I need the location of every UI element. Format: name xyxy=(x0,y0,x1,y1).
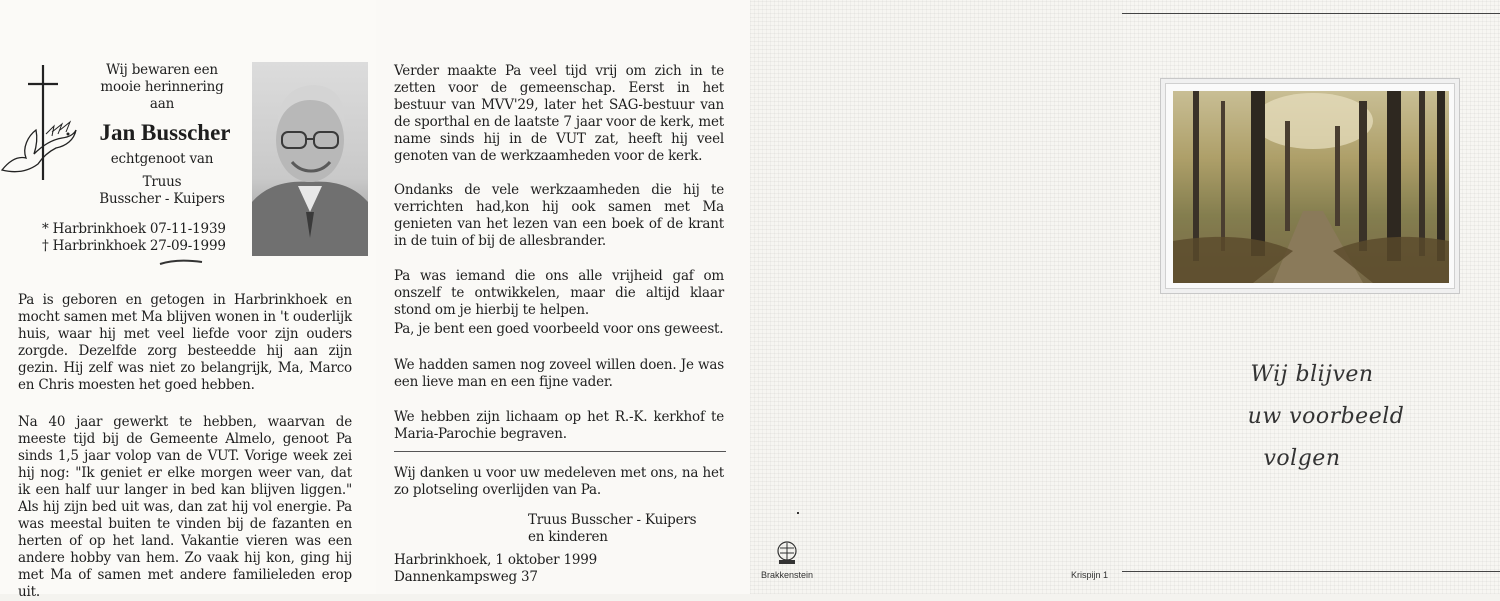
biography-paragraph-6: Pa, je bent een goed voorbeeld voor ons geweest. xyxy=(394,321,724,337)
biography-paragraph-5: Pa was iemand die ons alle vrijheid gaf om onszelf te ontwikkelen, maar die altijd klaar stond om je hierbij te helpen. xyxy=(394,268,724,318)
top-rule xyxy=(1122,13,1500,14)
intro-line-1: Wij bewaren een xyxy=(106,62,218,78)
photo-frame xyxy=(1160,78,1460,294)
spouse-relation: echtgenoot van xyxy=(110,151,214,167)
divider xyxy=(394,451,726,452)
intro-line-3: aan xyxy=(149,96,175,112)
biography-paragraph-3: Verder maakte Pa veel tijd vrij om zich in te zetten voor de gemeenschap. Eerst in het bestuur van MVV'29, later het SAG-bestuur van de sporthal en de laatste 7 jaar voor de kerk, met name sinds hij in de VUT zat, heeft hij veel genoten van de werkzaamheden voor de kerk. xyxy=(394,63,724,164)
signature-name: Truus Busscher - Kuipers xyxy=(528,512,697,528)
intro-line-2: mooie herinnering xyxy=(100,79,224,95)
front-cover-panel xyxy=(1070,0,1500,594)
verse-line-1: Wij blijven xyxy=(1250,362,1374,387)
birth-date: * Harbrinkhoek 07-11-1939 xyxy=(42,221,226,237)
verse-line-2: uw voorbeeld xyxy=(1247,404,1405,429)
publisher-name: Brakkenstein xyxy=(760,570,814,580)
biography-paragraph-2: Na 40 jaar gewerkt te hebben, waarvan de meeste tijd bij de Gemeente Almelo, genoot Pa sinds 1,5 jaar volop van de VUT. Vorige week zei hij nog: "Ik geniet er elke morgen weer van, dat ik een half uur langer in bed kan blijven liggen." Als hij zijn bed uit was, dan zat hij vol energie. Pa was meestal buiten te vinden bij de fazanten en herten of op het land. Vakantie vieren was een andere hobby van hem. Zo vaak hij kon, ging hij met Ma of samen met andere familieleden erop uit. xyxy=(18,414,352,600)
forest-path-photo xyxy=(1173,91,1449,283)
place-date: Harbrinkhoek, 1 oktober 1999 xyxy=(394,552,598,568)
portrait-photo xyxy=(252,62,368,256)
death-date: † Harbrinkhoek 27-09-1999 xyxy=(42,238,226,254)
publisher-logo-icon xyxy=(776,540,798,566)
spouse-last-name: Busscher - Kuipers xyxy=(99,191,225,207)
burial-paragraph: We hebben zijn lichaam op het R.-K. kerkhof te Maria-Parochie begraven. xyxy=(394,409,724,442)
deceased-name: Jan Busscher xyxy=(99,120,231,145)
inner-left-panel xyxy=(0,0,376,600)
biography-paragraph-4: Ondanks de vele werkzaamheden die hij te verrichten had,kon hij ook samen met Ma genieten van het lezen van een boek of de krant in de tuin of bij de allesbrander. xyxy=(394,182,724,249)
spouse-first-name: Truus xyxy=(142,174,182,190)
verse-line-3: volgen xyxy=(1263,446,1341,471)
flourish-icon xyxy=(158,257,204,267)
cross-dove-icon xyxy=(0,60,80,185)
card-code: Krispijn 1 xyxy=(1070,570,1108,580)
inner-right-panel xyxy=(376,0,750,594)
biography-paragraph-1: Pa is geboren en getogen in Harbrinkhoek en mocht samen met Ma blijven wonen in 't ouderlijk huis, waar hij met veel liefde voor zijn ouders zorgde. Dezelfde zorg besteedde hij aan zijn gezin. Hij zelf was niet zo belangrijk, Ma, Marco en Chris moesten het goed hebben. xyxy=(18,292,352,393)
biography-paragraph-7: We hadden samen nog zoveel willen doen. Je was een lieve man en een fijne vader. xyxy=(394,357,724,390)
address: Dannenkampsweg 37 xyxy=(394,569,538,585)
back-panel xyxy=(750,0,1122,594)
speck xyxy=(797,512,799,514)
bottom-rule xyxy=(1122,571,1500,572)
signature-family: en kinderen xyxy=(528,529,608,545)
thanks-paragraph: Wij danken u voor uw medeleven met ons, na het zo plotseling overlijden van Pa. xyxy=(394,465,724,498)
